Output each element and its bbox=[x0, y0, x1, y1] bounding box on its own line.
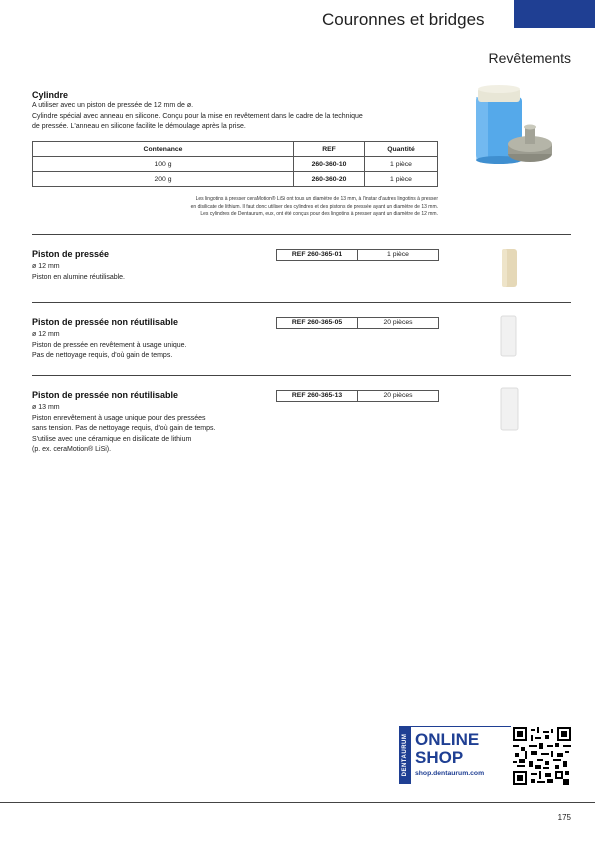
piston-image bbox=[500, 386, 520, 432]
cylindre-table bbox=[32, 141, 438, 187]
table-cell: 1 pièce bbox=[365, 172, 438, 187]
section-divider bbox=[32, 234, 571, 235]
product-qty: 1 pièce bbox=[387, 251, 409, 258]
table-cell: 100 g bbox=[33, 157, 294, 172]
product-ref-box bbox=[276, 249, 439, 261]
table-cell: 260-360-20 bbox=[294, 172, 365, 187]
piston-image bbox=[501, 247, 519, 289]
product-title: Piston de pressée non réutilisable bbox=[32, 390, 179, 400]
product-ref-box bbox=[276, 390, 439, 402]
table-header-cell: Contenance bbox=[33, 142, 294, 157]
page-number: 175 bbox=[557, 813, 571, 822]
qr-code-icon[interactable] bbox=[513, 727, 571, 785]
product-qty: 20 pièces bbox=[383, 392, 413, 399]
page-header-title: Couronnes et bridges bbox=[322, 10, 485, 29]
table-cell: 1 pièce bbox=[365, 157, 438, 172]
product-desc-line: sans tension. Pas de nettoyage requis, d'où gain de temps. bbox=[32, 425, 216, 432]
product-desc-line: Piston en alumine réutilisable. bbox=[32, 273, 125, 281]
table-header-cell: Quantité bbox=[365, 142, 438, 157]
product-qty: 20 pièces bbox=[383, 319, 413, 326]
dentaurum-brand-text: DENTAURUM bbox=[402, 733, 408, 777]
product-desc-line: S'utilise avec une céramique en disilicate de lithium bbox=[32, 435, 192, 443]
section-divider bbox=[32, 302, 571, 303]
product-description bbox=[32, 330, 187, 362]
online-shop-line2: SHOP bbox=[415, 748, 464, 767]
product-desc-line: ø 13 mm bbox=[32, 404, 60, 411]
product-ref: REF 260-365-01 bbox=[277, 250, 358, 260]
cylindre-desc-line: de pressée. L'anneau en silicone facilite le démoulage après la prise. bbox=[32, 123, 246, 130]
footer-divider bbox=[0, 802, 595, 803]
product-desc-line: Piston de pressée en revêtement à usage unique. bbox=[32, 341, 187, 349]
cylindre-desc-line: A utiliser avec un piston de pressée de 12 mm de ø. bbox=[32, 102, 194, 109]
online-shop-line1: ONLINE bbox=[415, 730, 480, 749]
cylindre-description bbox=[32, 101, 363, 133]
note-line: Les lingotins à presser ceraMotion® LiSi ont tous un diamètre de 13 mm, à l'instar d'autres lingotins à presser bbox=[195, 196, 438, 202]
cylindre-desc-line: Cylindre spécial avec anneau en silicone. Conçu pour la mise en revêtement dans le cadre de la technique bbox=[32, 112, 363, 120]
product-desc-line: (p. ex. ceraMotion® LiSi). bbox=[32, 446, 112, 453]
cylinder-product-image bbox=[468, 82, 563, 172]
product-desc-line: ø 12 mm bbox=[32, 263, 60, 270]
product-description bbox=[32, 262, 125, 283]
table-header-cell: REF bbox=[294, 142, 365, 157]
piston-image bbox=[500, 314, 518, 358]
product-title: Piston de pressée non réutilisable bbox=[32, 317, 179, 327]
shop-url-link[interactable]: shop.dentaurum.com bbox=[415, 770, 485, 777]
note-line: Les cylindres de Dentaurum, eux, ont été conçus pour des lingotins à presser ayant un diamètre de 12 mm. bbox=[200, 211, 438, 217]
table-cell: 260-360-10 bbox=[294, 157, 365, 172]
product-ref-box bbox=[276, 317, 439, 329]
product-ref: REF 260-365-05 bbox=[277, 318, 358, 328]
table-header-row bbox=[33, 142, 438, 157]
product-desc-line: Piston enrevêtement à usage unique pour des pressées bbox=[32, 414, 206, 422]
table-row bbox=[33, 157, 438, 172]
note-line: en disilicate de lithium. Il faut donc utiliser des cylindres et des pistons de pressée ayant un diamètre de 13 mm. bbox=[190, 203, 438, 210]
online-shop-block[interactable] bbox=[411, 726, 511, 785]
product-description bbox=[32, 403, 215, 456]
product-ref: REF 260-365-13 bbox=[277, 391, 358, 401]
header-color-block bbox=[514, 0, 595, 28]
dentaurum-logo bbox=[399, 726, 411, 784]
table-row bbox=[33, 172, 438, 187]
section-divider bbox=[32, 375, 571, 376]
cylindre-note bbox=[191, 196, 438, 219]
table-cell: 200 g bbox=[33, 172, 294, 187]
product-title: Piston de pressée bbox=[32, 249, 110, 259]
cylindre-title: Cylindre bbox=[32, 90, 69, 100]
product-desc-line: Pas de nettoyage requis, d'où gain de temps. bbox=[32, 352, 173, 359]
section-title: Revêtements bbox=[488, 50, 571, 66]
product-desc-line: ø 12 mm bbox=[32, 331, 60, 338]
